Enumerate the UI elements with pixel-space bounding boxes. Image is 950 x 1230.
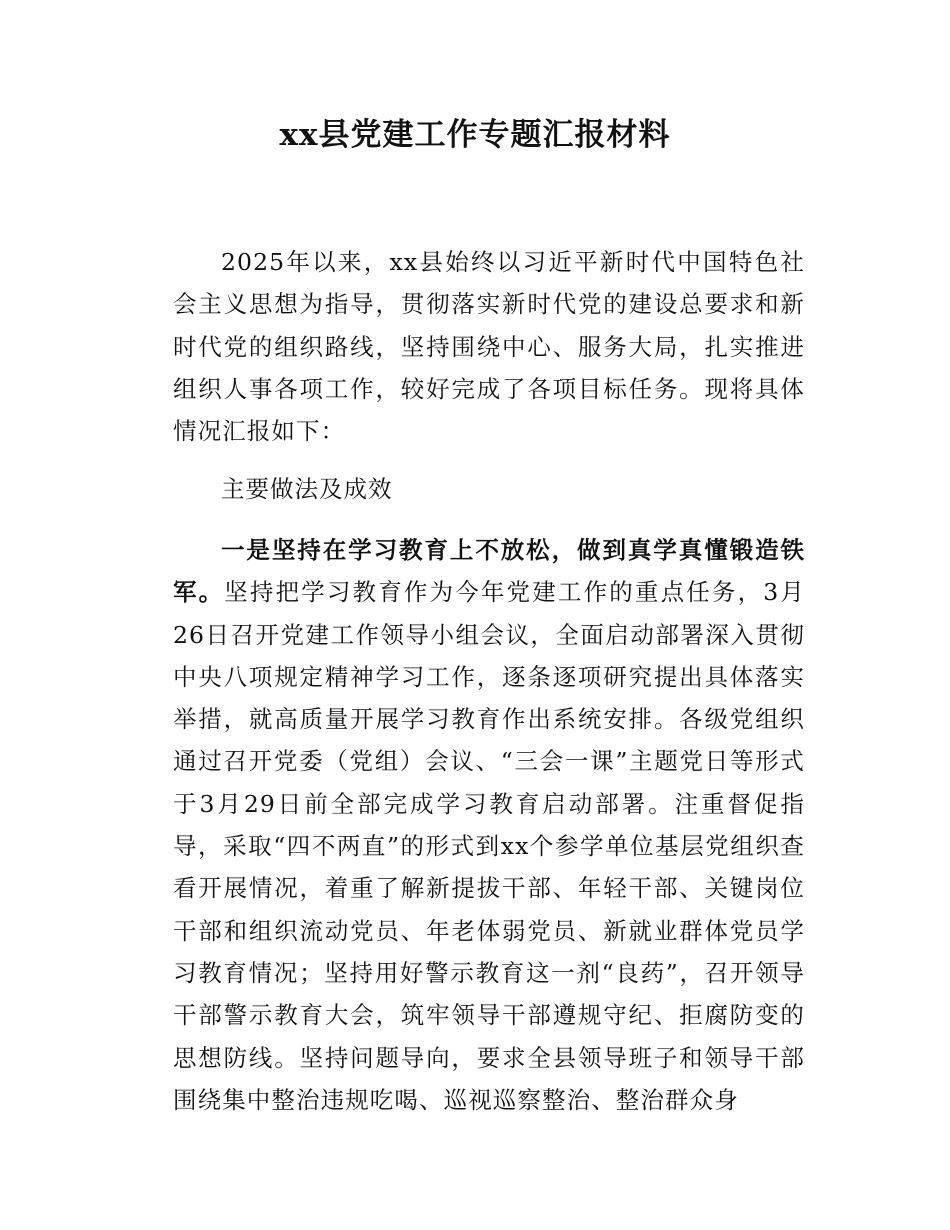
point-one-body: 坚持把学习教育作为今年党建工作的重点任务，3月26日召开党建工作领导小组会议，全面启动部署深入贯彻中央八项规定精神学习工作，逐条逐项研究提出具体落实举措，就高质量开展学习教育作出系统安排。各级党组织通过召开党委（党组）会议、“三会一课”主题党日等形式于3月29日前全部完成学习教育启动部署。注重督促指导，采取“四不两直”的形式到xx个参学单位基层党组织查看开展情况，着重了解新提拔干部、年轻干部、关键岗位干部和组织流动党员、年老体弱党员、新就业群体党员学习教育情况；坚持用好警示教育这一剂“良药”，召开领导干部警示教育大会，筑牢领导干部遵规守纪、拒腐防变的思想防线。坚持问题导向，要求全县领导班子和领导干部围绕集中整治违规吃喝、巡视巡察整治、整治群众身 (173, 578, 805, 1114)
section-heading: 主要做法及成效 (221, 475, 393, 503)
intro-paragraph: 2025年以来，xx县始终以习近平新时代中国特色社会主义思想为指导，贯彻落实新时代党的建设总要求和新时代党的组织路线，坚持围绕中心、服务大局，扎实推进组织人事各项工作，较好完成了各项目标任务。现将具体情况汇报如下： (173, 248, 805, 446)
point-one-paragraph (173, 529, 805, 1121)
page-title: xx县党建工作专题汇报材料 (279, 117, 671, 153)
point-one-lead: 一是坚持在学习教育上不放松，做到真学真懂锻造铁军。 (173, 536, 805, 607)
